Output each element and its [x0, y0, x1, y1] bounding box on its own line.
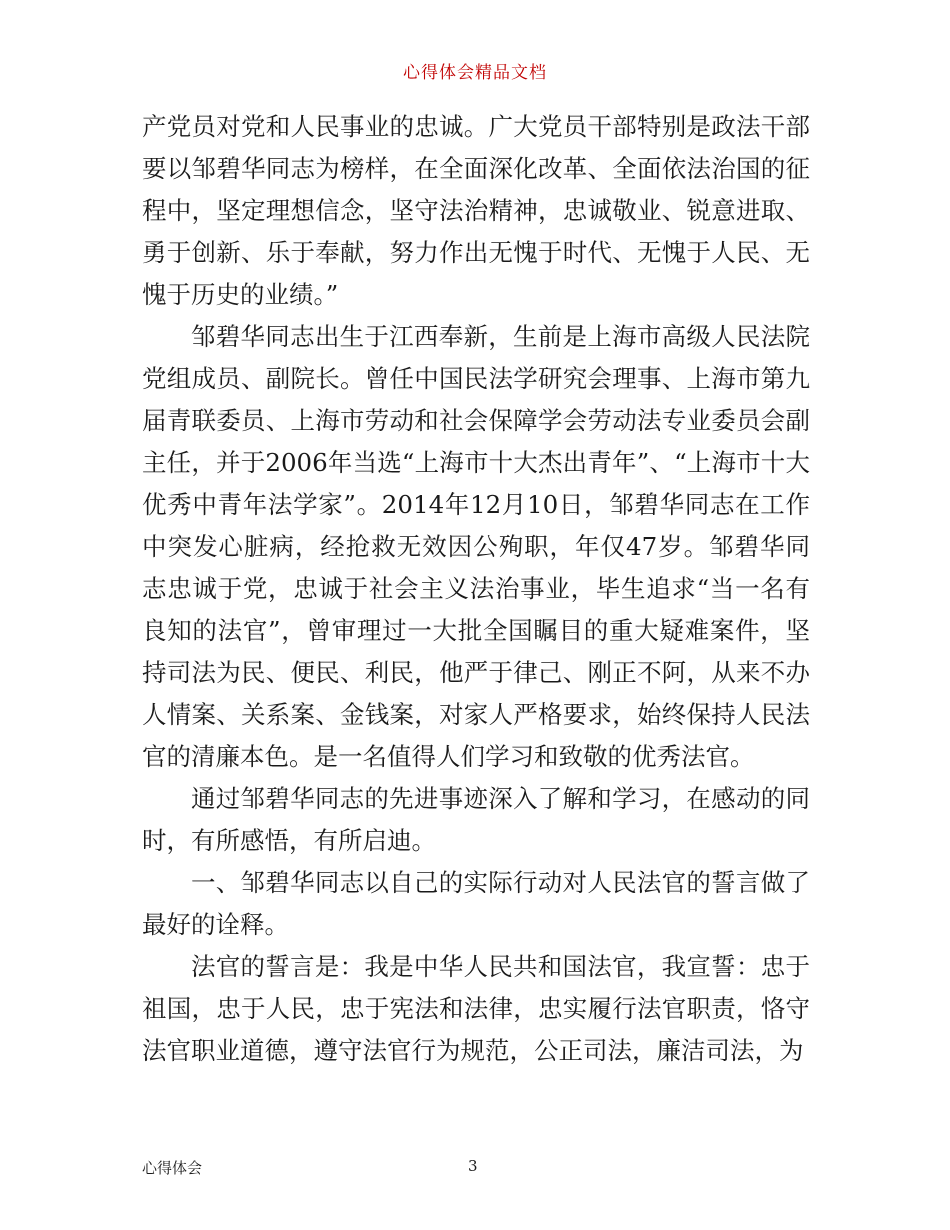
document-body — [142, 106, 810, 1072]
paragraph-continuation: 产党员对党和人民事业的忠诚。广大党员干部特别是政法干部要以邹碧华同志为榜样，在全面深化改革、全面依法治国的征程中，坚定理想信念，坚守法治精神，忠诚敬业、锐意进取、勇于创新、乐于奉献，努力作出无愧于时代、无愧于人民、无愧于历史的业绩。” — [142, 112, 810, 309]
page-number: 3 — [468, 1157, 478, 1175]
paragraph-oath: 法官的誓言是：我是中华人民共和国法官，我宣誓：忠于祖国，忠于人民，忠于宪法和法律，忠实履行法官职责，恪守法官职业道德，遵守法官行为规范，公正司法，廉洁司法，为 — [142, 952, 810, 1065]
page-footer — [142, 1157, 810, 1181]
paragraph-section-heading: 一、邹碧华同志以自己的实际行动对人民法官的誓言做了最好的诠释。 — [142, 868, 810, 939]
footer-label: 心得体会 — [142, 1159, 203, 1177]
paragraph-reflection: 通过邹碧华同志的先进事迹深入了解和学习，在感动的同时，有所感悟，有所启迪。 — [142, 784, 810, 855]
paragraph-biography: 邹碧华同志出生于江西奉新，生前是上海市高级人民法院党组成员、副院长。曾任中国民法学研究会理事、上海市第九届青联委员、上海市劳动和社会保障学会劳动法专业委员会副主任，并于2006年当选“上海市十大杰出青年”、“上海市十大优秀中青年法学家”。2014年12月10日，邹碧华同志在工作中突发心脏病，经抢救无效因公殉职，年仅47岁。邹碧华同志忠诚于党，忠诚于社会主义法治事业，毕生追求“当一名有良知的法官”，曾审理过一大批全国瞩目的重大疑难案件，坚持司法为民、便民、利民，他严于律己、刚正不阿，从来不办人情案、关系案、金钱案，对家人严格要求，始终保持人民法官的清廉本色。是一名值得人们学习和致敬的优秀法官。 — [142, 322, 810, 771]
page-header-title: 心得体会精品文档 — [403, 63, 547, 83]
